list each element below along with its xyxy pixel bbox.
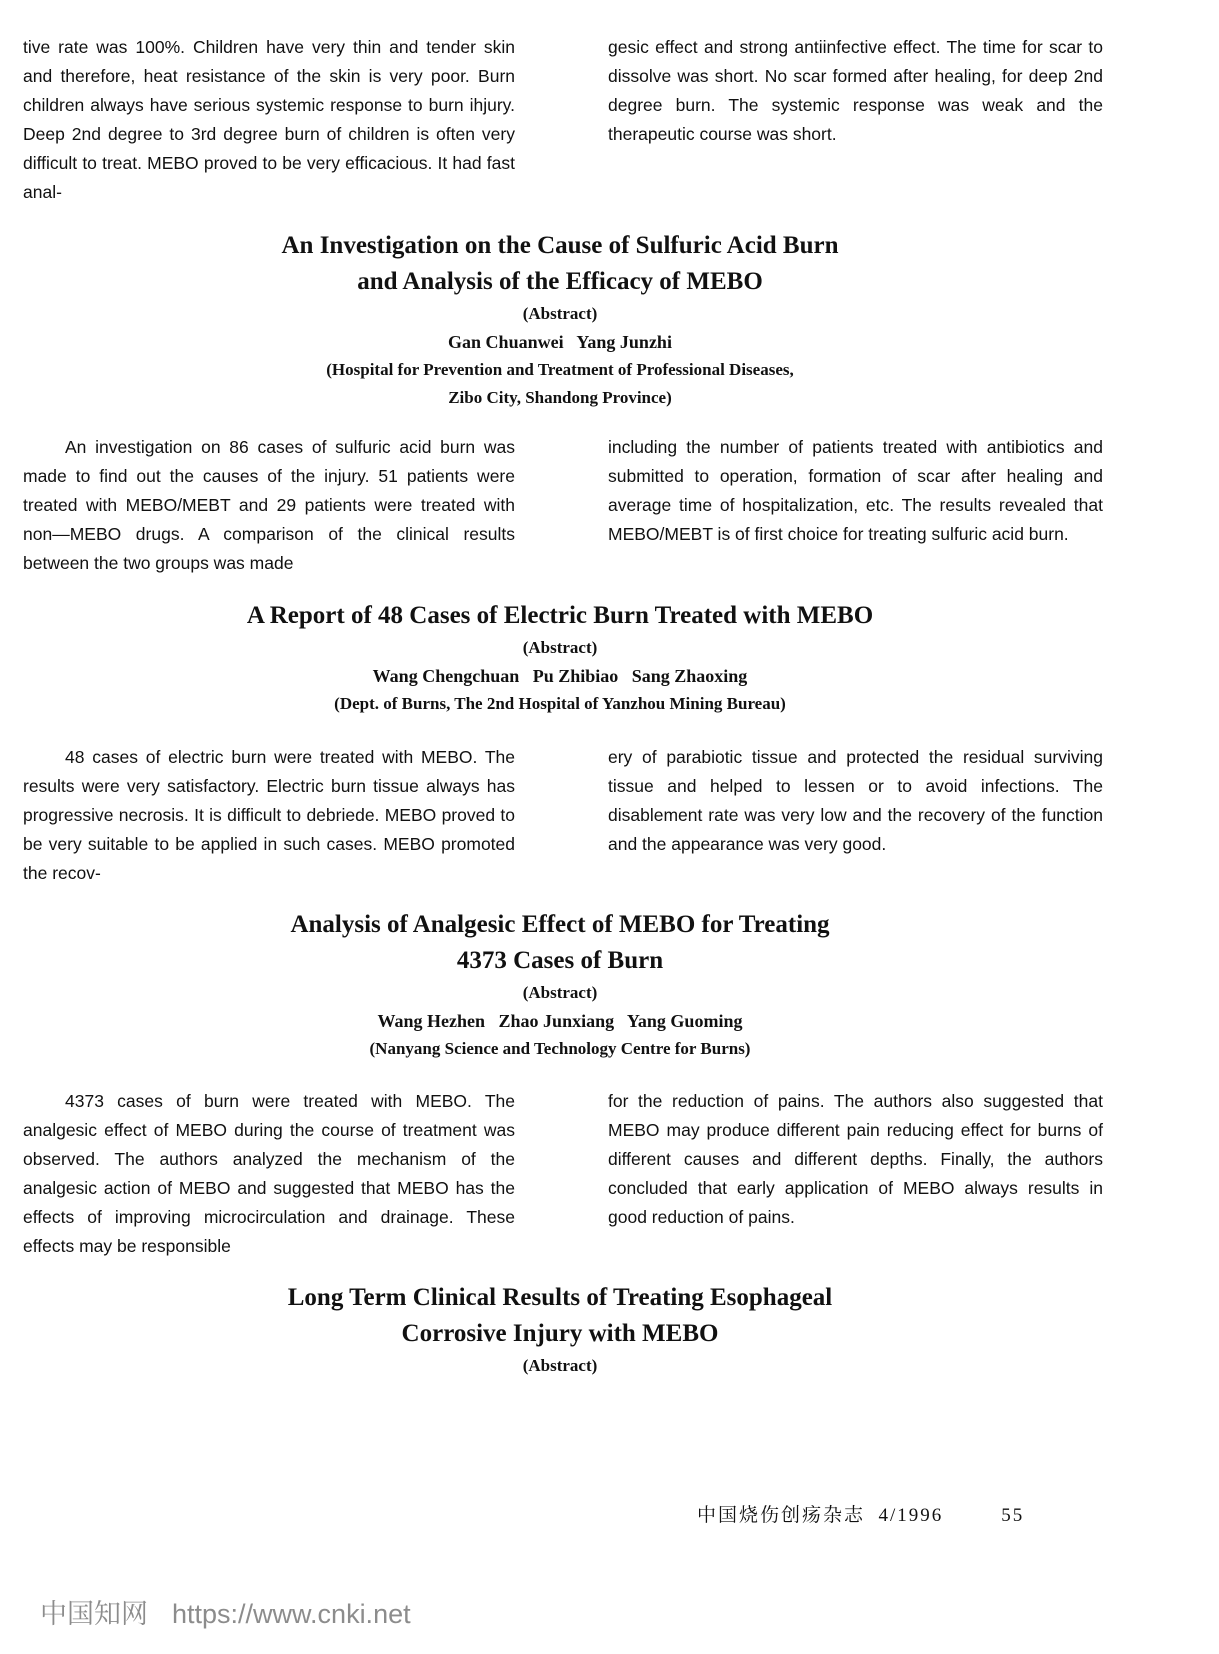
body-left: An investigation on 86 cases of sulfuric acid burn was made to find out the causes of the injury. 51 patients were treated with MEBO/MEBT and 29 patients were treated with non—MEBO drugs. A comparison of the clinical results between the two groups was made [23,437,515,573]
affiliation-line: (Dept. of Burns, The 2nd Hospital of Yanzhou Mining Bureau) [334,694,786,713]
continuation-right: gesic effect and strong antiinfective effect. The time for scar to dissolve was short. No scar formed after healing, for deep 2nd degree burn. The systemic response was weak and the therapeutic course was short. [608,37,1103,144]
title-line: A Report of 48 Cases of Electric Burn Treated with MEBO [246,602,874,629]
title-line: Long Term Clinical Results of Treating Esophageal [287,1284,833,1311]
page-footer [697,1500,1024,1527]
cnki-watermark [40,1592,411,1631]
affiliation-line: (Hospital for Prevention and Treatment of Professional Diseases, [326,360,794,379]
page-number: 55 [1001,1505,1025,1526]
title-line: Corrosive Injury with MEBO [401,1320,719,1347]
affiliation-line: Zibo City, Shandong Province) [448,388,672,407]
article-2-header [0,598,1120,718]
abstract-label: (Abstract) [522,304,598,323]
article-1-body [23,433,1103,578]
article-2-body [23,743,1103,888]
title-line: Analysis of Analgesic Effect of MEBO for Treating [290,911,830,938]
authors: Wang Hezhen Zhao Junxiang Yang Guoming [377,1011,743,1031]
continuation-left: tive rate was 100%. Children have very thin and tender skin and therefore, heat resistance of the skin is very poor. Burn children always have serious systemic response to burn ihjury. Deep 2nd degree to 3rd degree burn of children is often very difficult to treat. MEBO proved to be very efficacious. It had fast anal- [23,37,515,202]
top-continuation [23,33,1103,207]
article-3-header [0,907,1120,1063]
watermark-url: https://www.cnki.net [172,1599,411,1629]
body-left: 4373 cases of burn were treated with MEBO. The analgesic effect of MEBO during the course of treatment was observed. The authors analyzed the mechanism of the analgesic action of MEBO and suggested that MEBO has the effects of improving microcirculation and drainage. These effects may be responsible [23,1091,515,1256]
article-4-header [0,1280,1120,1380]
abstract-label: (Abstract) [522,1356,598,1375]
affiliation [0,690,1120,718]
authors: Wang Chengchuan Pu Zhibiao Sang Zhaoxing [372,666,748,686]
body-right: ery of parabiotic tissue and protected the residual surviving tissue and helped to lessen or to avoid infections. The disablement rate was very low and the recovery of the function and the appearance was very good. [608,747,1103,854]
authors: Gan Chuanwei Yang Junzhi [448,332,672,352]
article-title [0,228,1120,300]
article-3-body [23,1087,1103,1261]
watermark-brand: 中国知网 [40,1599,148,1629]
title-line: and Analysis of the Efficacy of MEBO [357,268,763,295]
body-right: for the reduction of pains. The authors also suggested that MEBO may produce different pain reducing effect for burns of different causes and different depths. Finally, the authors concluded that early application of MEBO always results in good reduction of pains. [608,1091,1103,1227]
affiliation [0,356,1120,412]
title-line: An Investigation on the Cause of Sulfuric Acid Burn [281,232,839,259]
affiliation-line: (Nanyang Science and Technology Centre for Burns) [369,1039,751,1058]
article-title [0,907,1120,979]
body-left: 48 cases of electric burn were treated with MEBO. The results were very satisfactory. Electric burn tissue always has progressive necrosis. It is difficult to debriede. MEBO proved to be very suitable to be applied in such cases. MEBO promoted the recov- [23,747,515,883]
article-title [0,598,1120,634]
journal-info: 中国烧伤创疡杂志 4/1996 [697,1505,944,1526]
title-line: 4373 Cases of Burn [456,947,664,974]
affiliation [0,1035,1120,1063]
article-1-header [0,228,1120,412]
article-title [0,1280,1120,1352]
abstract-label: (Abstract) [522,983,598,1002]
body-right: including the number of patients treated with antibiotics and submitted to operation, formation of scar after healing and average time of hospitalization, etc. The results revealed that MEBO/MEBT is of first choice for treating sulfuric acid burn. [608,437,1103,544]
abstract-label: (Abstract) [522,638,598,657]
